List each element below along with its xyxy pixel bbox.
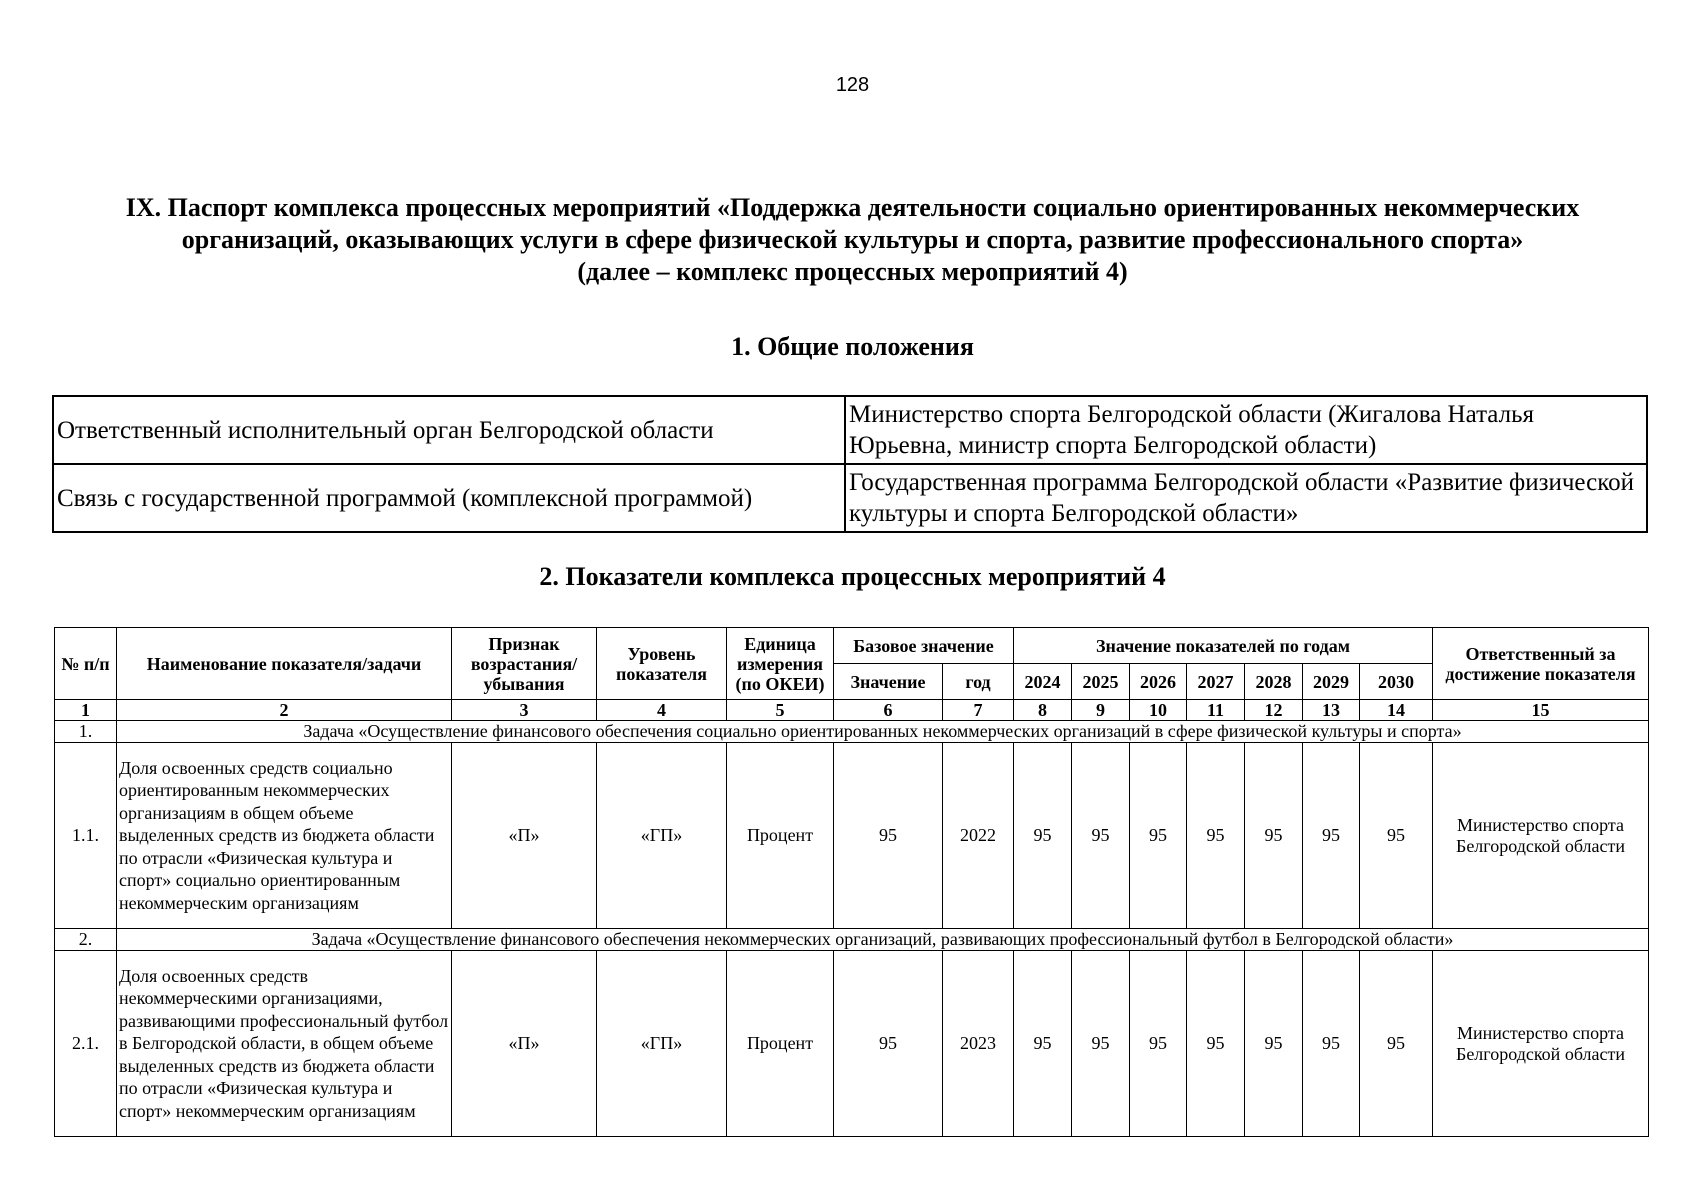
header-base: Базовое значение	[834, 628, 1014, 664]
task-text: Задача «Осуществление финансового обеспечения некоммерческих организаций, развивающих профессиональный футбол в Белгородской области»	[117, 929, 1649, 951]
column-number: 15	[1433, 700, 1649, 721]
indicator-year-value: 95	[1130, 743, 1187, 929]
section-general-title: 1. Общие положения	[731, 332, 974, 361]
section-indicators-title: 2. Показатели комплекса процессных мероприятий 4	[539, 562, 1166, 591]
indicator-base-value: 95	[834, 951, 943, 1137]
general-row	[53, 396, 1647, 464]
header-level: Уровень показателя	[597, 628, 727, 700]
indicator-name: Доля освоенных средств социально ориентированным некоммерческих организациям в общем объеме выделенных средств из бюджета области по отрасли «Физическая культура и спорт» социально ориентированным некоммерческим организациям	[117, 743, 452, 929]
header-name: Наименование показателя/задачи	[117, 628, 452, 700]
column-number: 13	[1303, 700, 1360, 721]
general-value: Министерство спорта Белгородской области (Жигалова Наталья Юрьевна, министр спорта Белгородской области)	[845, 396, 1647, 464]
indicator-year-value: 95	[1360, 951, 1433, 1137]
column-number: 3	[452, 700, 597, 721]
column-number: 11	[1187, 700, 1245, 721]
indicator-level: «ГП»	[597, 951, 727, 1137]
header-num: № п/п	[55, 628, 117, 700]
indicator-year-value: 95	[1072, 743, 1130, 929]
column-number: 2	[117, 700, 452, 721]
header-by-years: Значение показателей по годам	[1014, 628, 1433, 664]
general-label: Ответственный исполнительный орган Белгородской области	[53, 396, 845, 464]
indicator-level: «ГП»	[597, 743, 727, 929]
header-unit: Единица измерения (по ОКЕИ)	[727, 628, 834, 700]
column-number: 5	[727, 700, 834, 721]
indicators-table	[54, 627, 1649, 1137]
indicator-unit: Процент	[727, 951, 834, 1137]
general-value: Государственная программа Белгородской области «Развитие физической культуры и спорта Белгородской области»	[845, 464, 1647, 532]
indicator-year-value: 95	[1303, 951, 1360, 1137]
indicator-year-value: 95	[1245, 743, 1303, 929]
header-sign: Признак возрастания/ убывания	[452, 628, 597, 700]
indicator-sign: «П»	[452, 743, 597, 929]
column-number: 8	[1014, 700, 1072, 721]
title-line-1: IX. Паспорт комплекса процессных мероприятий «Поддержка деятельности социально ориентированных некоммерческих	[125, 193, 1580, 222]
general-provisions-table	[52, 395, 1648, 533]
column-number: 12	[1245, 700, 1303, 721]
header-year: 2024	[1014, 664, 1072, 700]
column-number: 10	[1130, 700, 1187, 721]
indicator-year-value: 95	[1303, 743, 1360, 929]
header-base-value: Значение	[834, 664, 943, 700]
task-text: Задача «Осуществление финансового обеспечения социально ориентированных некоммерческих организаций в сфере физической культуры и спорта»	[117, 721, 1649, 743]
task-row	[55, 721, 1649, 743]
title-line-3: (далее – комплекс процессных мероприятий 4)	[577, 257, 1128, 286]
indicator-num: 1.1.	[55, 743, 117, 929]
header-year: 2030	[1360, 664, 1433, 700]
indicator-year-value: 95	[1245, 951, 1303, 1137]
task-row	[55, 929, 1649, 951]
indicator-unit: Процент	[727, 743, 834, 929]
indicator-base-year: 2022	[943, 743, 1014, 929]
indicator-year-value: 95	[1187, 951, 1245, 1137]
task-num: 2.	[55, 929, 117, 951]
indicator-year-value: 95	[1014, 951, 1072, 1137]
column-number: 7	[943, 700, 1014, 721]
header-year: 2027	[1187, 664, 1245, 700]
indicator-year-value: 95	[1014, 743, 1072, 929]
indicator-year-value: 95	[1187, 743, 1245, 929]
document-title	[40, 192, 1665, 288]
indicator-year-value: 95	[1360, 743, 1433, 929]
header-year: 2029	[1303, 664, 1360, 700]
page-number: 128	[835, 74, 870, 96]
indicator-name: Доля освоенных средств некоммерческими организациями, развивающими профессиональный футбол в Белгородской области, в общем объеме выделенных средств из бюджета области по отрасли «Физическая культура и спорт» некоммерческим организациям	[117, 951, 452, 1137]
indicator-year-value: 95	[1072, 951, 1130, 1137]
general-label: Связь с государственной программой (комплексной программой)	[53, 464, 845, 532]
column-number: 6	[834, 700, 943, 721]
column-number: 4	[597, 700, 727, 721]
header-year: 2028	[1245, 664, 1303, 700]
column-number: 9	[1072, 700, 1130, 721]
indicator-base-year: 2023	[943, 951, 1014, 1137]
title-line-2: организаций, оказывающих услуги в сфере физической культуры и спорта, развитие профессионального спорта»	[181, 225, 1524, 254]
general-row	[53, 464, 1647, 532]
header-year: 2026	[1130, 664, 1187, 700]
column-number-row	[55, 700, 1649, 721]
column-number: 1	[55, 700, 117, 721]
indicator-responsible: Министерство спорта Белгородской области	[1433, 743, 1649, 929]
indicator-row	[55, 951, 1649, 1137]
column-number: 14	[1360, 700, 1433, 721]
indicator-sign: «П»	[452, 951, 597, 1137]
header-year: 2025	[1072, 664, 1130, 700]
header-row	[55, 628, 1649, 664]
header-responsible: Ответственный за достижение показателя	[1433, 628, 1649, 700]
indicator-responsible: Министерство спорта Белгородской области	[1433, 951, 1649, 1137]
header-base-year: год	[943, 664, 1014, 700]
indicator-row	[55, 743, 1649, 929]
indicator-year-value: 95	[1130, 951, 1187, 1137]
indicator-num: 2.1.	[55, 951, 117, 1137]
indicator-base-value: 95	[834, 743, 943, 929]
task-num: 1.	[55, 721, 117, 743]
